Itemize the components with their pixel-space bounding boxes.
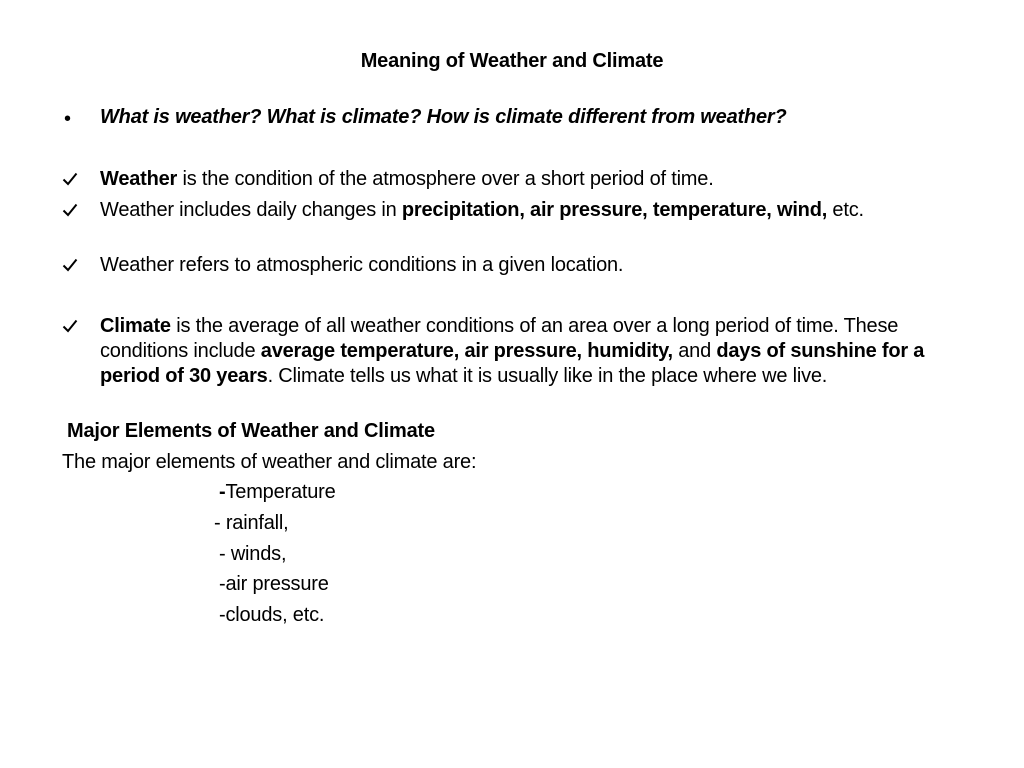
question-text: What is weather? What is climate? How is climate different from weather? <box>100 106 787 128</box>
climate-and: and <box>672 340 717 362</box>
climate-sunshine: days of sunshine for a period of 30 years <box>100 340 925 387</box>
checkmark-icon <box>62 171 78 187</box>
element-winds: - winds, <box>219 543 287 565</box>
weather-item-2 <box>62 198 962 223</box>
climate-text <box>100 314 962 389</box>
weather-item-2-text <box>100 198 962 223</box>
bullet-icon: • <box>64 108 72 130</box>
elements-intro: The major elements of weather and climate are: <box>62 451 477 473</box>
climate-definition: is the average of all weather conditions of an area over a long period of time. These conditions include <box>100 315 899 362</box>
weather-definition: is the condition of the atmosphere over a short period of time. <box>177 168 714 190</box>
element-temperature-label: Temperature <box>225 481 336 503</box>
element-clouds: -clouds, etc. <box>219 604 325 626</box>
climate-term: Climate <box>100 315 171 337</box>
weather-changes-etc: etc. <box>827 199 864 221</box>
element-dash: - <box>219 481 226 503</box>
weather-changes-intro: Weather includes daily changes in <box>100 199 402 221</box>
weather-item-3 <box>62 253 962 278</box>
weather-item-3-text: Weather refers to atmospheric conditions in a given location. <box>100 254 624 276</box>
climate-summary: . Climate tells us what it is usually like in the place where we live. <box>267 365 828 387</box>
climate-item <box>62 314 962 389</box>
weather-item-1 <box>62 167 962 192</box>
slide-title: Meaning of Weather and Climate <box>360 50 664 72</box>
elements-heading: Major Elements of Weather and Climate <box>67 420 435 442</box>
checkmark-icon <box>62 257 78 273</box>
checkmark-icon <box>62 318 78 334</box>
checkmark-icon <box>62 202 78 218</box>
weather-item-1-text <box>100 167 962 192</box>
question-bullet-item <box>62 105 962 130</box>
climate-conditions: average temperature, air pressure, humidity, <box>260 340 673 362</box>
element-air-pressure: -air pressure <box>219 573 329 595</box>
element-rainfall: - rainfall, <box>214 512 289 534</box>
weather-term: Weather <box>100 168 178 190</box>
element-temperature <box>219 481 336 504</box>
weather-changes-list: precipitation, air pressure, temperature, wind, <box>401 199 828 221</box>
